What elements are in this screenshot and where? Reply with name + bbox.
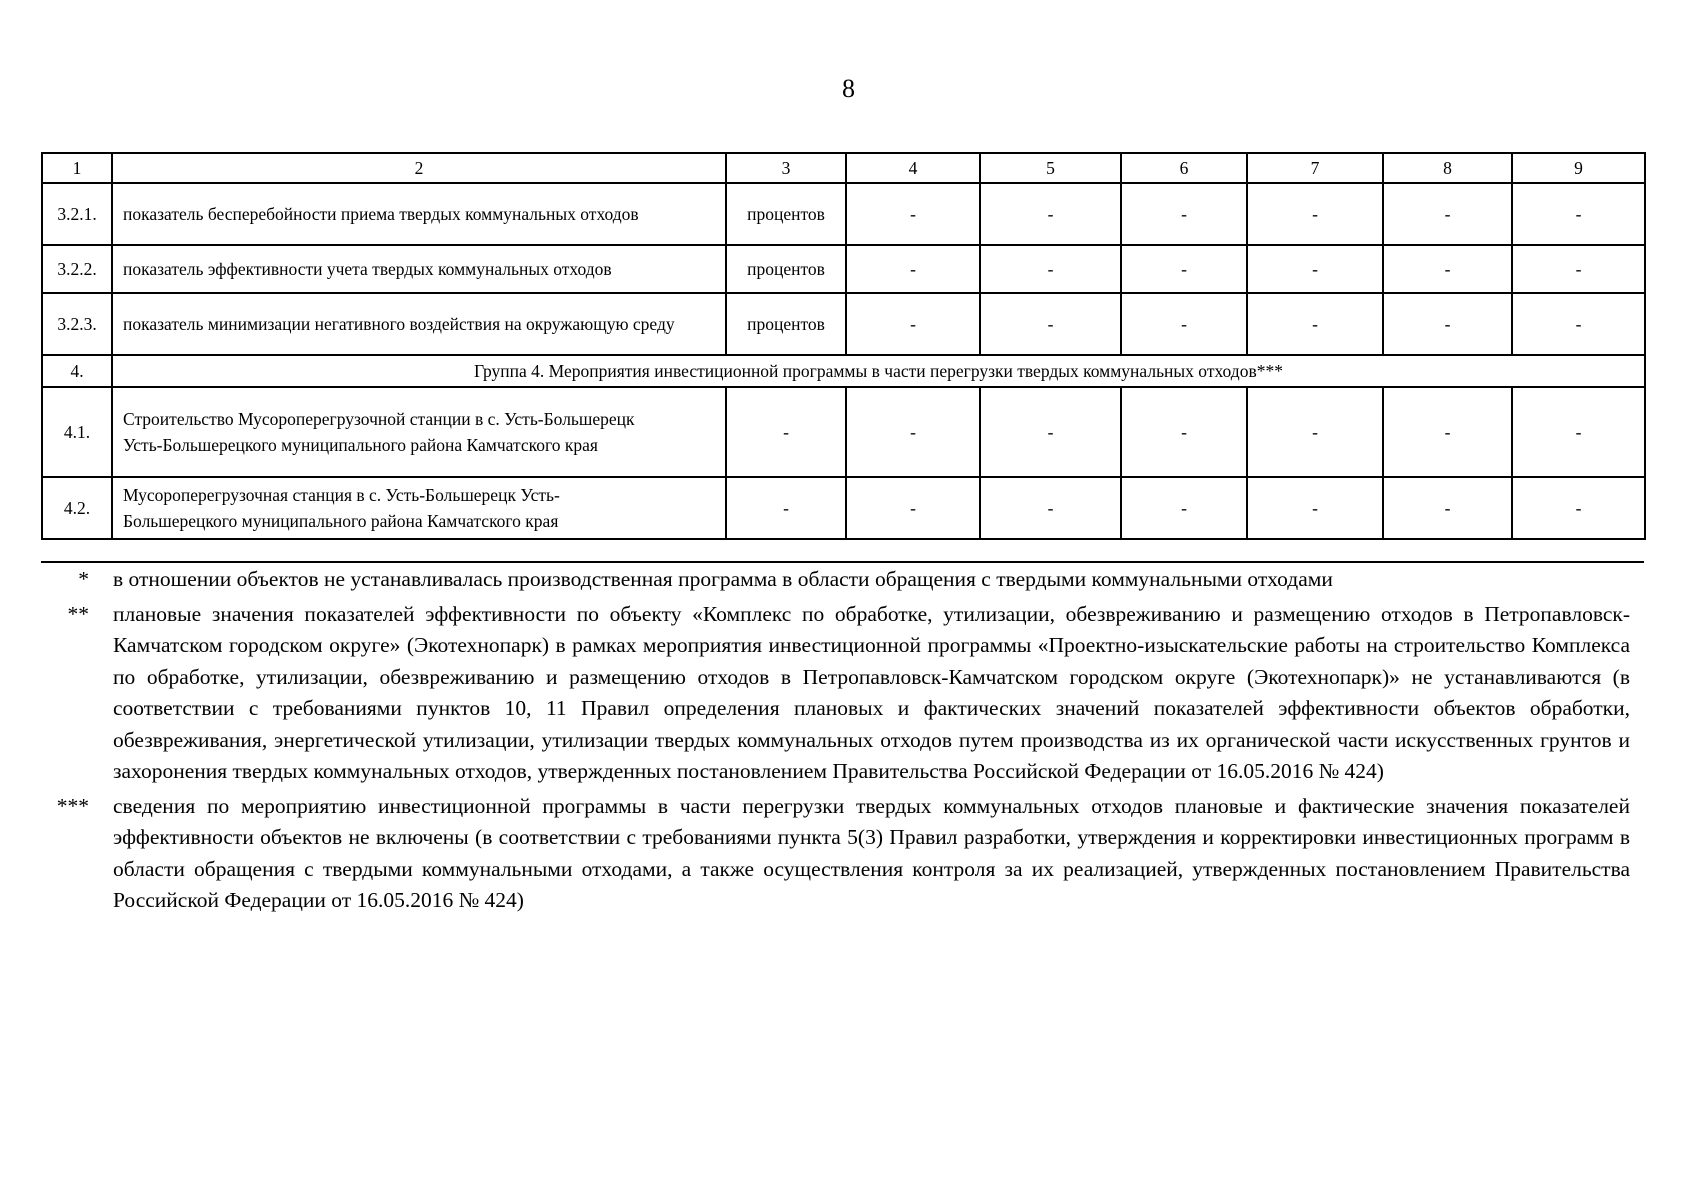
- value-cell: -: [1121, 387, 1247, 477]
- footnotes-divider: [41, 561, 1644, 563]
- indicator-name: показатель минимизации негативного воздействия на окружающую среду: [112, 293, 726, 355]
- header-cell: 2: [112, 153, 726, 183]
- value-cell: -: [846, 387, 980, 477]
- header-cell: 9: [1512, 153, 1645, 183]
- value-cell: -: [980, 183, 1121, 245]
- header-cell: 8: [1383, 153, 1512, 183]
- row-number: 4.: [42, 355, 112, 387]
- value-cell: -: [1247, 183, 1383, 245]
- value-cell: -: [1247, 387, 1383, 477]
- value-cell: -: [1512, 293, 1645, 355]
- header-cell: 4: [846, 153, 980, 183]
- group-row: [42, 355, 1645, 387]
- table-row: [42, 387, 1645, 477]
- footnote: [41, 564, 1644, 596]
- page-number: 8: [842, 74, 855, 103]
- footnote-text: плановые значения показателей эффективности по объекту «Комплекс по обработке, утилизации, обезвреживанию и размещению отходов в Петропавловск-Камчатском городском округе» (Экотехнопарк) в рамках мероприятия инвестиционной программы «Проектно-изыскательские работы на строительство Комплекса по обработке, утилизации, обезвреживанию и размещению отходов в Петропавловск-Камчатском городском округе (Экотехнопарк)» не устанавливаются (в соответствии с требованиями пунктов 10, 11 Правил определения плановых и фактических значений показателей эффективности объектов обработки, обезвреживания, энергетической утилизации, утилизации твердых коммунальных отходов путем производства из их органической части искусственных грунтов и захоронения твердых коммунальных отходов, утвержденных постановлением Правительства Российской Федерации от 16.05.2016 № 424): [113, 601, 1630, 783]
- value-cell: -: [1383, 183, 1512, 245]
- footnotes: [41, 564, 1644, 920]
- header-cell: 7: [1247, 153, 1383, 183]
- value-cell: -: [980, 293, 1121, 355]
- unit-cell: процентов: [726, 183, 846, 245]
- indicator-name: Мусороперегрузочная станция в с. Усть-Большерецк Усть-Большерецкого муниципального района Камчатского края: [112, 477, 726, 539]
- value-cell: -: [1512, 477, 1645, 539]
- value-cell: -: [1121, 245, 1247, 293]
- unit-cell: процентов: [726, 293, 846, 355]
- row-number: 4.2.: [42, 477, 112, 539]
- indicators-table: [41, 152, 1646, 540]
- table-row: [42, 477, 1645, 539]
- table-header-row: [42, 153, 1645, 183]
- value-cell: -: [980, 387, 1121, 477]
- value-cell: -: [1247, 245, 1383, 293]
- indicator-name: показатель бесперебойности приема твердых коммунальных отходов: [112, 183, 726, 245]
- footnote: [41, 791, 1644, 917]
- value-cell: -: [1512, 387, 1645, 477]
- footnote-mark: ***: [56, 793, 89, 818]
- value-cell: -: [1383, 293, 1512, 355]
- value-cell: -: [1383, 245, 1512, 293]
- table-row: [42, 245, 1645, 293]
- indicator-name: показатель эффективности учета твердых коммунальных отходов: [112, 245, 726, 293]
- value-cell: -: [1383, 477, 1512, 539]
- value-cell: -: [1121, 477, 1247, 539]
- unit-cell: -: [726, 387, 846, 477]
- value-cell: -: [1121, 183, 1247, 245]
- value-cell: -: [1247, 293, 1383, 355]
- header-cell: 1: [42, 153, 112, 183]
- value-cell: -: [1512, 245, 1645, 293]
- value-cell: -: [846, 183, 980, 245]
- value-cell: -: [846, 477, 980, 539]
- row-number: 3.2.2.: [42, 245, 112, 293]
- table-row: [42, 293, 1645, 355]
- value-cell: -: [1121, 293, 1247, 355]
- unit-cell: -: [726, 477, 846, 539]
- value-cell: -: [980, 477, 1121, 539]
- row-number: 4.1.: [42, 387, 112, 477]
- value-cell: -: [1247, 477, 1383, 539]
- value-cell: -: [846, 293, 980, 355]
- value-cell: -: [1383, 387, 1512, 477]
- footnote-text: сведения по мероприятию инвестиционной программы в части перегрузки твердых коммунальных отходов плановые и фактические значения показателей эффективности объектов не включены (в соответствии с требованиями пункта 5(3) Правил разработки, утверждения и корректировки инвестиционных программ в области обращения с твердыми коммунальными отходами, а также осуществления контроля за их реализацией, утвержденных постановлением Правительства Российской Федерации от 16.05.2016 № 424): [113, 793, 1630, 912]
- footnote-mark: **: [67, 601, 89, 626]
- row-number: 3.2.1.: [42, 183, 112, 245]
- unit-cell: процентов: [726, 245, 846, 293]
- indicator-name: Строительство Мусороперегрузочной станции в с. Усть-Большерецк Усть-Большерецкого муниципального района Камчатского края: [112, 387, 726, 477]
- header-cell: 5: [980, 153, 1121, 183]
- footnote: [41, 599, 1644, 788]
- value-cell: -: [1512, 183, 1645, 245]
- group-title: Группа 4. Мероприятия инвестиционной программы в части перегрузки твердых коммунальных отходов***: [112, 355, 1645, 387]
- footnote-text: в отношении объектов не устанавливалась производственная программа в области обращения с твердыми коммунальными отходами: [113, 567, 1333, 591]
- header-cell: 6: [1121, 153, 1247, 183]
- footnote-mark: *: [78, 567, 89, 591]
- row-number: 3.2.3.: [42, 293, 112, 355]
- value-cell: -: [980, 245, 1121, 293]
- value-cell: -: [846, 245, 980, 293]
- header-cell: 3: [726, 153, 846, 183]
- table-row: [42, 183, 1645, 245]
